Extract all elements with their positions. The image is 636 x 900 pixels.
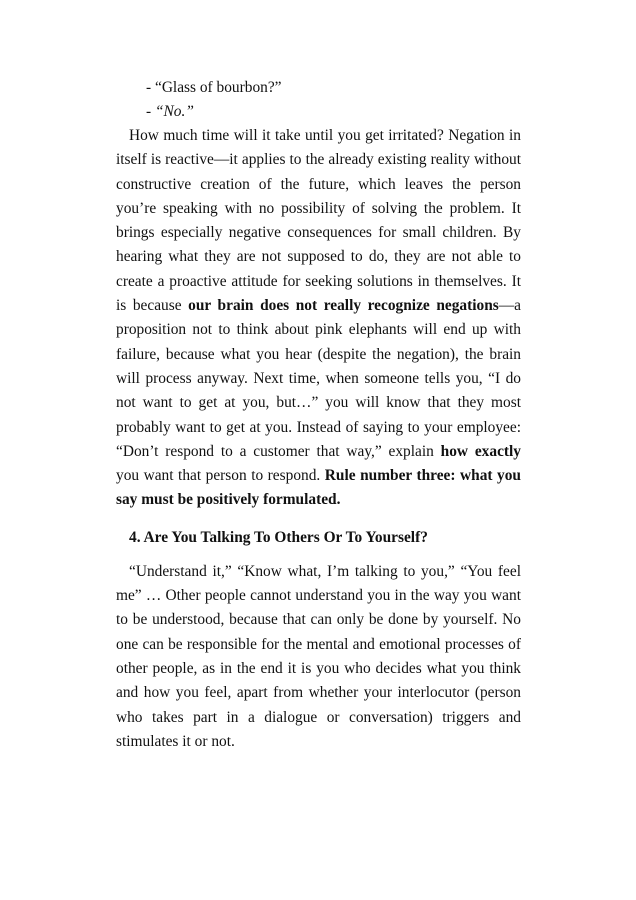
paragraph-negation [116, 124, 521, 513]
dialog-dash: - [146, 79, 155, 96]
section-heading: 4. Are You Talking To Others Or To Yourself? [129, 528, 428, 546]
dialog-text: “No.” [154, 103, 194, 120]
dialog-line-1 [146, 76, 521, 100]
paragraph-text: How much time will it take until you get irritated? Negation in itself is reactive—it applies to the already existing reality without constructive creation of the future, which leaves the person you’re speaking with no possibility of solving the problem. It brings especially negative consequences for small children. By hearing what they are not supposed to do, they are not able to create a proactive attitude for seeking solutions in themselves. It is because [116, 127, 521, 315]
document-page [116, 76, 521, 754]
emphasis-brain-negations: our brain does not really recognize negations [188, 297, 499, 315]
emphasis-rule-three: Rule number three: what you say must be positively formulated. [116, 467, 521, 509]
dialog-line-2 [146, 100, 521, 124]
paragraph-text: you want that person to respond. [116, 467, 325, 485]
dialog-dash: - [146, 103, 155, 120]
paragraph-understanding: “Understand it,” “Know what, I’m talking to you,” “You feel me” … Other people cannot understand you in the way you want to be understood, because that can only be done by yourself. No one can be responsible for the mental and emotional processes of other people, as in the end it is you who decides what you think and how you feel, apart from whether your interlocutor (person who takes part in a dialogue or conversation) triggers and stimulates it or not. [116, 562, 521, 750]
dialog-text: “Glass of bourbon?” [154, 79, 282, 96]
emphasis-how-exactly: how exactly [440, 442, 521, 460]
paragraph-text: —a proposition not to think about pink elephants will end up with failure, because what you hear (despite the negation), the brain will process anyway. Next time, when someone tells you, “I do not want to get at you, but…” you will know that they most probably want to get at you. Instead of saying to your employee: “Don’t respond to a customer that way,” explain [116, 297, 521, 460]
